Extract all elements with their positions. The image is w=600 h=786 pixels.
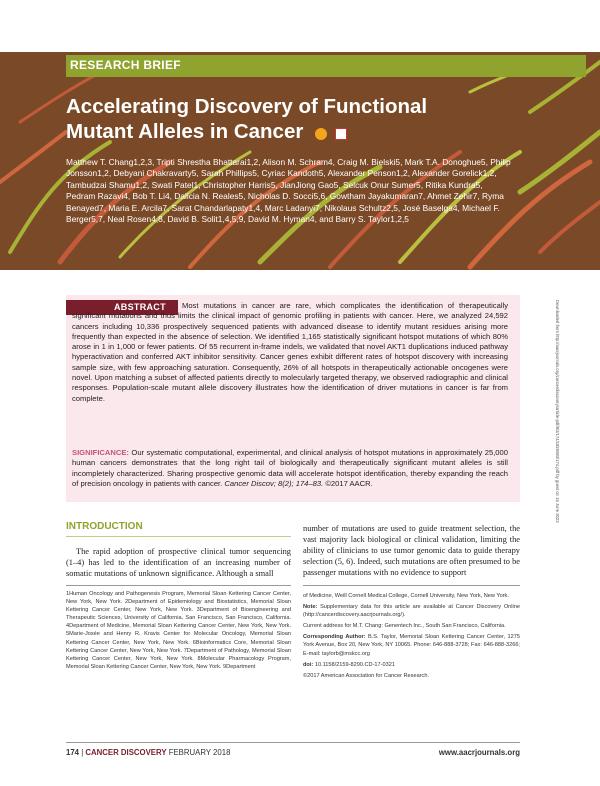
footer-rule (66, 742, 520, 743)
corresponding-author (303, 633, 520, 657)
footer-separator: | (81, 748, 84, 757)
journal-website[interactable]: www.aacrjournals.org (438, 748, 520, 757)
abstract-text: Most mutations in cancer are rare, which complicates the identification of therapeutically significant mutations and thus limits the clinical impact of genomic profiling in patients with cancer. Here, we analyzed 24,592 cancers including 10,336 prospectively sequenced patients with advanced disease to identify mutant residues arising more frequently than expected in the absence of selection. We identified 1,165 statistically significant hotspot mutations of which 80% arose in 1 in 1,000 or fewer patients. Of 55 recurrent in-frame indels, we validated that novel AKT1 duplications induced pathway hyperactivation and conferred AKT inhibitor sensitivity. Cancer genes exhibit different rates of hotspot discovery with increasing sample size, with few approaching saturation. Consequently, 26% of all hotspots in therapeutically actionable oncogenes were novel. Upon matching a subset of affected patients directly to molecularly targeted therapy, we observed radiographic and clinical responses. Population-scale mutant allele discovery illustrates how the identification of driver mutations in cancer is far from complete. (72, 301, 508, 403)
issue-date: FEBRUARY 2018 (168, 748, 231, 757)
article-title-text: Accelerating Discovery of Functional Mutant Alleles in Cancer (66, 95, 428, 143)
footer-left (66, 748, 230, 757)
doi-label: doi: (303, 661, 314, 668)
introduction-heading: INTRODUCTION (66, 521, 143, 532)
section-label: RESEARCH BRIEF (70, 58, 181, 72)
doi-text: 10.1158/2159-8290.CD-17-0321 (314, 661, 395, 668)
current-address: Current address for M.T. Chang: Genentech Inc., South San Francisco, California. (303, 623, 506, 630)
introduction-left-text: The rapid adoption of prospective clinical tumor sequencing (1–4) has led to the identification of an increasing number of somatic mutations of unknown significance. Although a small (66, 547, 291, 578)
footnotes-right (303, 592, 520, 683)
footnote-copyright: ©2017 American Association for Cancer Research. (303, 672, 430, 679)
corresponding-text: B.S. Taylor, Memorial Sloan Kettering Cancer Center, 1275 York Avenue, Box 20, New York, NY 10065. Phone: 646-888-3728; Fax: 646-888-3266; E-mail: taylorb@mskcc.org (303, 634, 520, 657)
top-margin (0, 0, 600, 52)
affiliations-continued: of Medicine, Weill Cornell Medical College, Cornell University, New York, New York. (303, 593, 509, 599)
introduction-right-text: number of mutations are used to guide treatment selection, the vast majority lack biological or clinical validation, limiting the ability of clinicians to use tumor genomic data to guide therapy selection (5, 6). Indeed, such mutations are often presumed to be passenger mutations with no evidence to support (303, 524, 520, 577)
download-note-text: Downloaded from http://aacrjournals.org/cancerdiscovery/article-pdf/8/2/174/1826683/174.pdf by guest on 15 June 2023 (555, 300, 560, 523)
significance-label: SIGNIFICANCE: (72, 448, 129, 457)
supplementary-note (303, 603, 520, 619)
journal-name: CANCER DISCOVERY (85, 748, 167, 757)
author-list: Matthew T. Chang1,2,3, Tripti Shrestha Bhattarai1,2, Alison M. Schram4, Craig M. Bielski5, Mark T.A. Donoghue5, Philip Jonsson1,2, Debyani Chakravarty5, Sarah Phillips5, Cyriac Kandoth5, Alexander Penson1,2, Alexander Gorelick1,2, Tambudzai Shamu1,2, Swati Patel1, Christopher Harris5, JianJiong Gao5, Selcuk Onur Sumer5, Ritika Kundra5, Pedram Razavi4, Bob T. Li4, Dalicia N. Reales5, Nicholas D. Socci5,6, Gowtham Jayakumaran7, Ahmet Zehir7, Ryma Benayed7, Maria E. Arcila7, Sarat Chandarlapaty1,4, Marc Ladanyi7, Nikolaus Schultz2,5, José Baselga4, Michael F. Berger5,7, Neal Rosen4,8, David B. Solit1,4,5,9, David M. Hyman4, and Barry S. Taylor1,2,5 (66, 157, 511, 225)
footnote-rule-right (303, 585, 520, 586)
abstract-label: ABSTRACT (114, 302, 166, 312)
introduction-rule (66, 536, 291, 537)
affiliations-left: 1Human Oncology and Pathogenesis Program, Memorial Sloan Kettering Cancer Center, New York, New York. 2Department of Epidemiology and Biostatistics, Memorial Sloan Kettering Cancer Center, New York, New York. 3Department of Bioengineering and Therapeutic Sciences, University of California, San Francisco, San Francisco, California. 4Department of Medicine, Memorial Sloan Kettering Cancer Center, New York, New York. 5Marie-Josée and Henry R. Kravis Center for Molecular Oncology, Memorial Sloan Kettering Cancer Center, New York, New York. 6Bioinformatics Core, Memorial Sloan Kettering Cancer Center, New York, New York. 7Department of Pathology, Memorial Sloan Kettering Cancer Center, New York, New York. 8Molecular Pharmacology Program, Memorial Sloan Kettering Cancer Center, New York, New York. 9Department (66, 591, 291, 670)
download-note (553, 300, 561, 560)
significance-paragraph (72, 448, 508, 489)
corresponding-label: Corresponding Author: (303, 634, 366, 641)
footnote-rule-left (66, 585, 291, 586)
doi (303, 661, 520, 669)
open-access-icon (315, 128, 327, 140)
significance-citation: Cancer Discov; 8(2); 174–83. (224, 478, 324, 488)
significance-text: Our systematic computational, experimental, and clinical analysis of hotspot mutations in approximately 25,000 human cancers demonstrates that the long right tail of biologically and therapeutically significant mutant alleles is still incompletely characterized. Sharing prospective genomic data will accelerate hotspot identification, thereby expanding the reach of precision oncology in patients with cancer. (72, 448, 508, 488)
award-seal-icon (335, 128, 347, 140)
significance-copyright: ©2017 AACR. (325, 478, 373, 488)
note-label: Note: (303, 604, 318, 611)
title-icons (315, 120, 349, 145)
page-number: 174 (66, 748, 80, 757)
article-title (66, 94, 496, 145)
note-text: Supplementary data for this article are available at Cancer Discovery Online (http://cancerdiscovery.aacrjournals.org/). (303, 604, 521, 619)
